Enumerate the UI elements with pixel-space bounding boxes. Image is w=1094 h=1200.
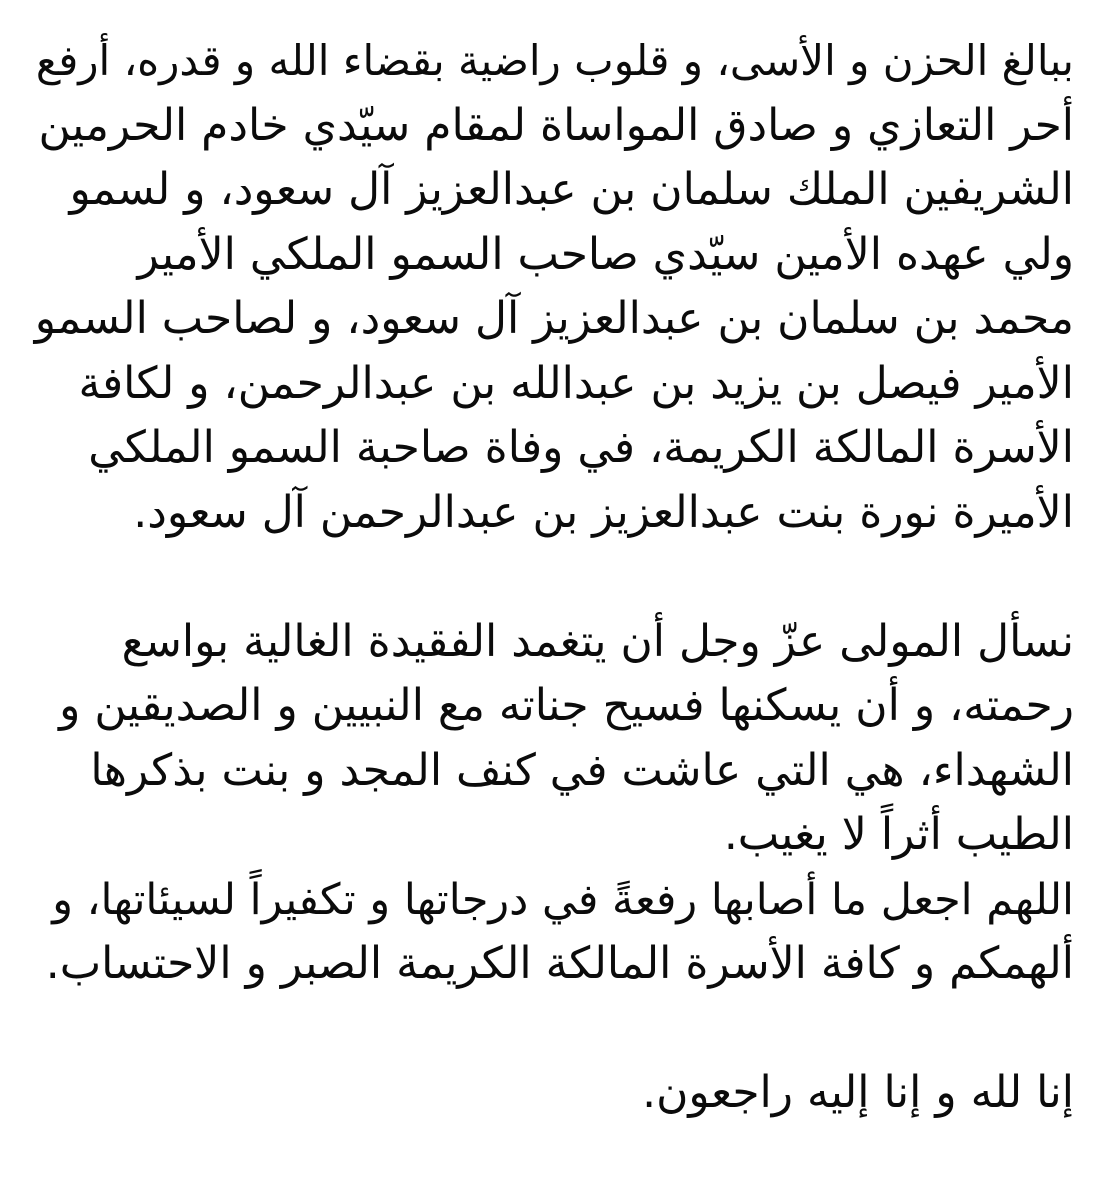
text-line: إنا لله و إنا إليه راجعون. (642, 1067, 1074, 1118)
paragraph-condolences (30, 29, 1074, 545)
text-line: اللهم اجعل ما أصابها رفعةً في درجاتها و تكفيراً لسيئاتها، و (52, 874, 1074, 925)
text-line: الطيب أثراً لا يغيب. (723, 809, 1074, 860)
paragraph-spacer (30, 997, 1074, 1062)
paragraph-spacer (30, 545, 1074, 610)
paragraph-closing (30, 1061, 1074, 1126)
paragraph-prayer (30, 610, 1074, 997)
text-line: محمد بن سلمان بن عبدالعزيز آل سعود، و لصاحب السمو (34, 293, 1074, 344)
text-line: الشهداء، هي التي عاشت في كنف المجد و بنت بذكرها (90, 744, 1074, 796)
text-line: رحمته، و أن يسكنها فسيح جناته مع النبيين و الصديقين و (59, 680, 1074, 731)
text-line: الأسرة المالكة الكريمة، في وفاة صاحبة السمو الملكي (88, 422, 1074, 473)
text-line: الشريفين الملك سلمان بن عبدالعزيز آل سعود، و لسمو (69, 164, 1074, 215)
condolence-document (30, 29, 1074, 1126)
text-line: ببالغ الحزن و الأسى، و قلوب راضية بقضاء الله و قدره، أرفع (35, 36, 1074, 85)
text-line: ولي عهده الأمين سيّدي صاحب السمو الملكي الأمير (137, 228, 1074, 280)
text-line: الأميرة نورة بنت عبدالعزيز بن عبدالرحمن آل سعود. (133, 486, 1074, 538)
text-line: أحر التعازي و صادق المواساة لمقام سيّدي خادم الحرمين (38, 99, 1074, 151)
text-line: الأمير فيصل بن يزيد بن عبدالله بن عبدالرحمن، و لكافة (78, 357, 1074, 409)
text-line: ألهمكم و كافة الأسرة المالكة الكريمة الصبر و الاحتساب. (45, 938, 1074, 989)
text-line: نسأل المولى عزّ وجل أن يتغمد الفقيدة الغالية بواسع (121, 615, 1074, 667)
